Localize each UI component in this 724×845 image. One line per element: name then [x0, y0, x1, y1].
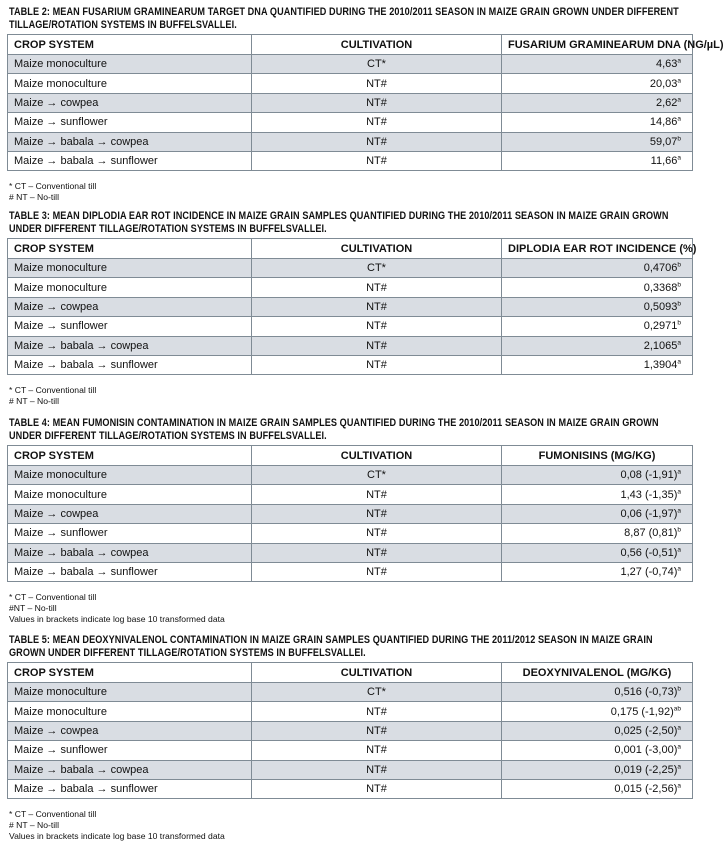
value-text: 0,06 (-1,97): [620, 507, 678, 520]
significance-letter: a: [677, 782, 681, 790]
table-header-row: [8, 446, 693, 466]
value-cell: [502, 683, 693, 702]
value-text: 1,43 (-1,35): [620, 488, 678, 501]
cultivation-cell: CT*: [252, 259, 502, 278]
value-cell: [502, 336, 693, 355]
crop-system-cell: Maize → babala → sunflower: [8, 562, 252, 581]
column-header: CULTIVATION: [252, 663, 502, 683]
cultivation-cell: NT#: [252, 504, 502, 523]
value-text: 0,4706: [643, 262, 678, 275]
table-row: [8, 336, 693, 355]
table-row: [8, 702, 693, 721]
cultivation-cell: NT#: [252, 132, 502, 151]
value-text: 0,56 (-0,51): [620, 546, 678, 559]
table-row: [8, 132, 693, 151]
table-row: [8, 741, 693, 760]
table-row: [8, 55, 693, 74]
footnote: * CT – Conventional till: [9, 809, 97, 819]
value-cell: [502, 721, 693, 740]
value-cell: [502, 543, 693, 562]
crop-system-cell: Maize → sunflower: [8, 741, 252, 760]
column-header: DEOXYNIVALENOL (MG/KG): [502, 663, 693, 683]
crop-system-cell: Maize → babala → cowpea: [8, 760, 252, 779]
table-row: [8, 278, 693, 297]
significance-letter: a: [677, 487, 681, 495]
value-cell: [502, 466, 693, 485]
significance-letter: a: [677, 743, 681, 751]
table-row: [8, 297, 693, 316]
cultivation-cell: NT#: [252, 93, 502, 112]
value-cell: [502, 113, 693, 132]
value-text: 11,66: [650, 155, 678, 168]
significance-letter: b: [677, 300, 681, 308]
table-footnotes: [9, 592, 225, 624]
value-text: 0,2971: [643, 320, 678, 333]
cultivation-cell: NT#: [252, 74, 502, 93]
cultivation-cell: CT*: [252, 683, 502, 702]
value-text: 4,63: [655, 58, 678, 71]
table-row: [8, 760, 693, 779]
crop-system-cell: Maize → sunflower: [8, 524, 252, 543]
value-cell: [502, 259, 693, 278]
table-row: [8, 504, 693, 523]
footnote: # NT – No-till: [9, 819, 59, 830]
crop-system-cell: Maize monoculture: [8, 485, 252, 504]
significance-letter: ab: [673, 704, 681, 712]
footnote: * CT – Conventional till: [9, 385, 97, 395]
footnote: * CT – Conventional till: [9, 181, 97, 191]
table-footnotes: [9, 385, 96, 407]
column-header: FUSARIUM GRAMINEARUM DNA (NG/µL): [502, 35, 693, 55]
table-row: [8, 524, 693, 543]
cultivation-cell: CT*: [252, 55, 502, 74]
table-row: [8, 93, 693, 112]
cultivation-cell: NT#: [252, 151, 502, 170]
column-header: FUMONISINS (MG/KG): [502, 446, 693, 466]
cultivation-cell: NT#: [252, 562, 502, 581]
value-text: 0,5093: [643, 300, 678, 313]
cultivation-cell: NT#: [252, 702, 502, 721]
crop-system-cell: Maize → babala → cowpea: [8, 336, 252, 355]
cultivation-cell: NT#: [252, 485, 502, 504]
data-table: [7, 662, 693, 799]
value-cell: [502, 74, 693, 93]
value-cell: [502, 741, 693, 760]
significance-letter: a: [677, 57, 681, 65]
crop-system-cell: Maize monoculture: [8, 702, 252, 721]
value-cell: [502, 779, 693, 798]
cultivation-cell: NT#: [252, 741, 502, 760]
value-text: 2,1065: [643, 339, 678, 352]
cultivation-cell: CT*: [252, 466, 502, 485]
data-table: [7, 34, 724, 171]
significance-letter: a: [677, 96, 681, 104]
cultivation-cell: NT#: [252, 336, 502, 355]
significance-letter: a: [677, 468, 681, 476]
value-cell: [502, 132, 693, 151]
value-text: 0,001 (-3,00): [614, 744, 678, 757]
footnote: # NT – No-till: [9, 395, 59, 406]
column-header: CROP SYSTEM: [8, 35, 252, 55]
cultivation-cell: NT#: [252, 278, 502, 297]
value-cell: [502, 317, 693, 336]
value-text: 8,87 (0,81): [624, 527, 678, 540]
footnote: Values in brackets indicate log base 10 transformed data: [9, 613, 225, 624]
table-row: [8, 683, 693, 702]
crop-system-cell: Maize → babala → sunflower: [8, 151, 252, 170]
crop-system-cell: Maize → babala → sunflower: [8, 355, 252, 374]
crop-system-cell: Maize monoculture: [8, 259, 252, 278]
value-cell: [502, 278, 693, 297]
value-cell: [502, 702, 693, 721]
crop-system-cell: Maize → babala → cowpea: [8, 543, 252, 562]
table-row: [8, 74, 693, 93]
crop-system-cell: Maize → cowpea: [8, 297, 252, 316]
significance-letter: a: [677, 763, 681, 771]
footnote: Values in brackets indicate log base 10 transformed data: [9, 830, 225, 841]
significance-letter: b: [677, 685, 681, 693]
value-cell: [502, 485, 693, 504]
footnote: # NT – No-till: [9, 191, 59, 202]
cultivation-cell: NT#: [252, 760, 502, 779]
significance-letter: b: [677, 135, 681, 143]
crop-system-cell: Maize → babala → sunflower: [8, 779, 252, 798]
significance-letter: a: [677, 154, 681, 162]
significance-letter: a: [677, 339, 681, 347]
table-row: [8, 259, 693, 278]
table-row: [8, 721, 693, 740]
value-text: 0,3368: [643, 281, 678, 294]
value-text: 0,516 (-0,73): [614, 686, 678, 699]
value-cell: [502, 562, 693, 581]
value-text: 1,3904: [643, 359, 678, 372]
crop-system-cell: Maize → babala → cowpea: [8, 132, 252, 151]
table-title: TABLE 4: MEAN FUMONISIN CONTAMINATION IN MAIZE GRAIN SAMPLES QUANTIFIED DURING THE 2010/2011 SEASON IN MAIZE GRAIN GROWN UNDER DIFFERENT TILLAGE/ROTATION SYSTEMS IN BUFFELSVALLEI.: [9, 417, 659, 443]
cultivation-cell: NT#: [252, 721, 502, 740]
column-header: CULTIVATION: [252, 239, 502, 259]
column-header: CROP SYSTEM: [8, 446, 252, 466]
significance-letter: a: [677, 546, 681, 554]
crop-system-cell: Maize monoculture: [8, 74, 252, 93]
significance-letter: a: [677, 115, 681, 123]
crop-system-cell: Maize → cowpea: [8, 93, 252, 112]
table-row: [8, 485, 693, 504]
cultivation-cell: NT#: [252, 779, 502, 798]
significance-letter: b: [677, 280, 681, 288]
table-footnotes: [9, 809, 225, 841]
table-header-row: [8, 663, 693, 683]
value-text: 0,015 (-2,56): [614, 783, 678, 796]
significance-letter: a: [677, 724, 681, 732]
value-text: 0,025 (-2,50): [614, 724, 678, 737]
value-cell: [502, 55, 693, 74]
cultivation-cell: NT#: [252, 113, 502, 132]
crop-system-cell: Maize → cowpea: [8, 721, 252, 740]
value-cell: [502, 504, 693, 523]
crop-system-cell: Maize → sunflower: [8, 317, 252, 336]
table-row: [8, 543, 693, 562]
table-title: TABLE 3: MEAN DIPLODIA EAR ROT INCIDENCE IN MAIZE GRAIN SAMPLES QUANTIFIED DURING THE 2010/2011 SEASON IN MAIZE GRAIN GROWN UNDER DIFFERENT TILLAGE/ROTATION SYSTEMS IN BUFFELSVALLEI.: [9, 210, 669, 236]
footnote: * CT – Conventional till: [9, 592, 97, 602]
column-header: DIPLODIA EAR ROT INCIDENCE (%): [502, 239, 693, 259]
value-cell: [502, 93, 693, 112]
crop-system-cell: Maize monoculture: [8, 683, 252, 702]
table-row: [8, 113, 693, 132]
cultivation-cell: NT#: [252, 524, 502, 543]
table-row: [8, 466, 693, 485]
value-text: 0,019 (-2,25): [614, 763, 678, 776]
value-text: 1,27 (-0,74): [620, 566, 678, 579]
value-text: 2,62: [655, 96, 678, 109]
value-cell: [502, 760, 693, 779]
value-cell: [502, 524, 693, 543]
significance-letter: a: [677, 358, 681, 366]
crop-system-cell: Maize monoculture: [8, 278, 252, 297]
crop-system-cell: Maize → sunflower: [8, 113, 252, 132]
table-row: [8, 779, 693, 798]
crop-system-cell: Maize monoculture: [8, 466, 252, 485]
table-footnotes: [9, 181, 96, 203]
significance-letter: b: [677, 526, 681, 534]
value-text: 14,86: [649, 116, 678, 129]
value-cell: [502, 297, 693, 316]
table-row: [8, 317, 693, 336]
column-header: CROP SYSTEM: [8, 663, 252, 683]
column-header: CULTIVATION: [252, 446, 502, 466]
column-header: CROP SYSTEM: [8, 239, 252, 259]
value-text: 0,08 (-1,91): [620, 469, 678, 482]
value-cell: [502, 151, 693, 170]
crop-system-cell: Maize → cowpea: [8, 504, 252, 523]
cultivation-cell: NT#: [252, 317, 502, 336]
cultivation-cell: NT#: [252, 543, 502, 562]
significance-letter: a: [677, 565, 681, 573]
cultivation-cell: NT#: [252, 297, 502, 316]
table-title: TABLE 2: MEAN FUSARIUM GRAMINEARUM TARGET DNA QUANTIFIED DURING THE 2010/2011 SEASON IN MAIZE GRAIN GROWN UNDER DIFFERENT TILLAGE/ROTATION SYSTEMS IN BUFFELSVALLEI.: [9, 6, 679, 32]
significance-letter: a: [677, 76, 681, 84]
data-table: [7, 445, 693, 582]
column-header: CULTIVATION: [252, 35, 502, 55]
table-title: TABLE 5: MEAN DEOXYNIVALENOL CONTAMINATION IN MAIZE GRAIN SAMPLES QUANTIFIED DURING THE 2011/2012 SEASON IN MAIZE GRAIN GROWN UNDER DIFFERENT TILLAGE/ROTATION SYSTEMS IN BUFFELSVALLEI.: [9, 634, 653, 660]
table-row: [8, 151, 693, 170]
footnote: #NT – No-till: [9, 602, 57, 613]
table-header-row: [8, 35, 693, 55]
table-row: [8, 562, 693, 581]
table-row: [8, 355, 693, 374]
significance-letter: a: [677, 507, 681, 515]
cultivation-cell: NT#: [252, 355, 502, 374]
data-table: [7, 238, 697, 375]
value-text: 0,175 (-1,92): [610, 705, 674, 718]
significance-letter: b: [677, 319, 681, 327]
value-cell: [502, 355, 693, 374]
significance-letter: b: [677, 261, 681, 269]
crop-system-cell: Maize monoculture: [8, 55, 252, 74]
value-text: 59,07: [649, 135, 678, 148]
value-text: 20,03: [649, 77, 678, 90]
table-header-row: [8, 239, 693, 259]
